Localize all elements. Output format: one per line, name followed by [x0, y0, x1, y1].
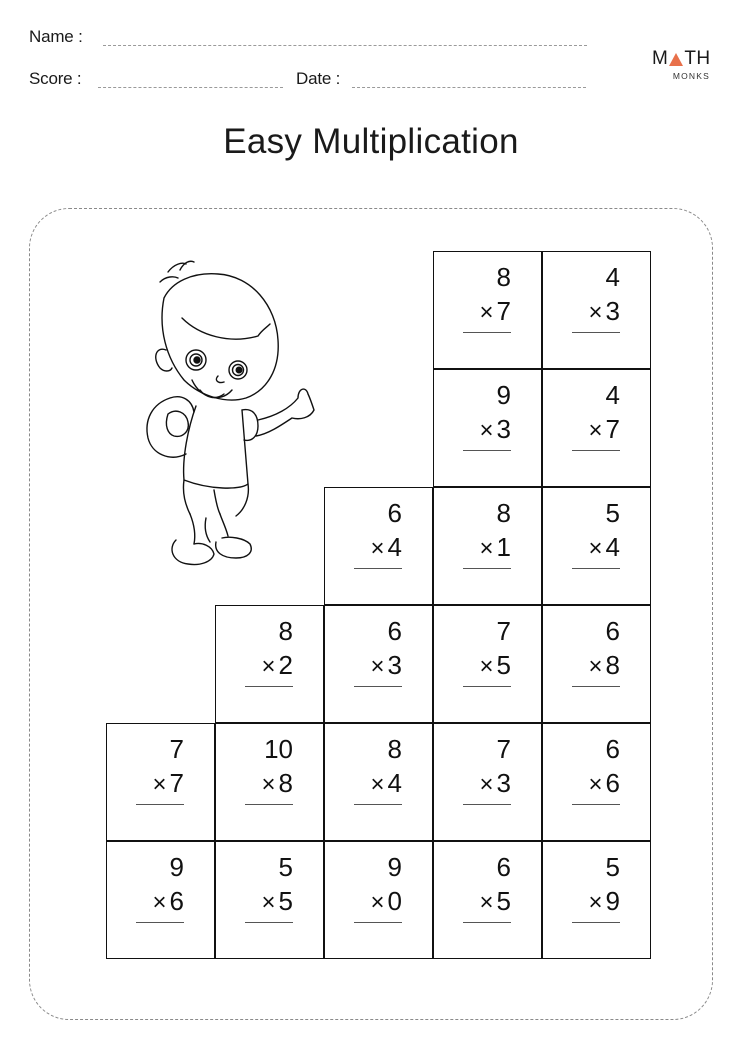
boy-illustration [130, 258, 325, 573]
multiplicand: 8 [496, 498, 511, 528]
problem-cell [542, 487, 651, 605]
problem-cell [324, 605, 433, 723]
multiplier-line [262, 768, 293, 800]
multiplier-line [153, 768, 184, 800]
answer-line[interactable] [572, 804, 620, 805]
multiplier-line [153, 886, 184, 918]
multiplier: 4 [387, 532, 402, 562]
answer-line[interactable] [354, 568, 402, 569]
multiplier-line [480, 886, 511, 918]
multiplicand: 7 [496, 616, 511, 646]
times-icon: × [479, 417, 494, 444]
problem-cell [106, 723, 215, 841]
answer-line[interactable] [245, 804, 293, 805]
triangle-icon [669, 53, 683, 66]
answer-line[interactable] [354, 686, 402, 687]
multiplicand: 4 [605, 380, 620, 410]
multiplicand: 6 [387, 498, 402, 528]
multiplier-line [589, 886, 620, 918]
problem-cell [433, 487, 542, 605]
multiplier: 7 [496, 296, 511, 326]
answer-line[interactable] [572, 686, 620, 687]
answer-line[interactable] [136, 922, 184, 923]
multiplier-line [480, 768, 511, 800]
answer-line[interactable] [245, 686, 293, 687]
problem-cell [433, 723, 542, 841]
problem-cell [542, 841, 651, 959]
logo-text-th: TH [684, 48, 711, 69]
multiplier: 4 [605, 532, 620, 562]
problem-cell [542, 369, 651, 487]
multiplier: 5 [496, 650, 511, 680]
multiplier: 3 [496, 768, 511, 798]
answer-line[interactable] [463, 450, 511, 451]
answer-line[interactable] [136, 804, 184, 805]
problem-cell [106, 841, 215, 959]
times-icon: × [588, 889, 603, 916]
date-field[interactable] [352, 87, 586, 88]
multiplier-line [480, 532, 511, 564]
answer-line[interactable] [463, 568, 511, 569]
answer-line[interactable] [572, 450, 620, 451]
multiplicand: 7 [496, 734, 511, 764]
problem-cell [433, 841, 542, 959]
answer-line[interactable] [463, 922, 511, 923]
multiplier: 5 [496, 886, 511, 916]
answer-line[interactable] [463, 804, 511, 805]
multiplier-line [371, 532, 402, 564]
times-icon: × [152, 889, 167, 916]
multiplier: 2 [278, 650, 293, 680]
times-icon: × [261, 889, 276, 916]
multiplier: 6 [169, 886, 184, 916]
multiplier: 3 [387, 650, 402, 680]
problem-cell [215, 605, 324, 723]
multiplier-line [371, 650, 402, 682]
times-icon: × [588, 299, 603, 326]
times-icon: × [479, 535, 494, 562]
answer-line[interactable] [572, 922, 620, 923]
multiplicand: 7 [169, 734, 184, 764]
multiplicand: 4 [605, 262, 620, 292]
multiplicand: 6 [387, 616, 402, 646]
multiplier: 0 [387, 886, 402, 916]
times-icon: × [588, 535, 603, 562]
multiplier: 4 [387, 768, 402, 798]
multiplier-line [589, 650, 620, 682]
logo-text-m: M [652, 48, 669, 69]
problem-cell [542, 605, 651, 723]
multiplier: 3 [496, 414, 511, 444]
times-icon: × [479, 771, 494, 798]
times-icon: × [479, 653, 494, 680]
problem-cell [542, 251, 651, 369]
answer-line[interactable] [572, 568, 620, 569]
multiplier-line [589, 414, 620, 446]
times-icon: × [261, 653, 276, 680]
times-icon: × [370, 889, 385, 916]
multiplier: 9 [605, 886, 620, 916]
multiplicand: 8 [387, 734, 402, 764]
multiplier: 3 [605, 296, 620, 326]
multiplier-line [262, 886, 293, 918]
multiplier: 7 [169, 768, 184, 798]
answer-line[interactable] [354, 922, 402, 923]
multiplicand: 5 [605, 852, 620, 882]
problem-cell [433, 369, 542, 487]
multiplicand: 6 [496, 852, 511, 882]
name-field[interactable] [103, 45, 587, 46]
times-icon: × [588, 417, 603, 444]
multiplicand: 8 [496, 262, 511, 292]
multiplicand: 8 [278, 616, 293, 646]
multiplier-line [371, 768, 402, 800]
multiplier: 8 [605, 650, 620, 680]
times-icon: × [370, 535, 385, 562]
multiplier: 6 [605, 768, 620, 798]
problem-cell [542, 723, 651, 841]
times-icon: × [261, 771, 276, 798]
problem-cell [324, 841, 433, 959]
problem-cell [324, 723, 433, 841]
times-icon: × [588, 653, 603, 680]
multiplier: 8 [278, 768, 293, 798]
problem-cell [215, 841, 324, 959]
name-label: Name : [29, 27, 83, 46]
multiplier-line [480, 650, 511, 682]
page-title: Easy Multiplication [223, 122, 519, 161]
problem-cell [433, 605, 542, 723]
date-label: Date : [296, 69, 341, 88]
math-monks-logo [652, 50, 714, 81]
answer-line[interactable] [463, 332, 511, 333]
multiplicand: 9 [387, 852, 402, 882]
multiplicand: 9 [496, 380, 511, 410]
multiplier: 7 [605, 414, 620, 444]
score-field[interactable] [98, 87, 283, 88]
multiplier-line [262, 650, 293, 682]
multiplicand: 9 [169, 852, 184, 882]
score-label: Score : [29, 69, 82, 88]
multiplier: 5 [278, 886, 293, 916]
multiplier: 1 [496, 532, 511, 562]
multiplier-line [480, 296, 511, 328]
problem-cell [324, 487, 433, 605]
times-icon: × [479, 889, 494, 916]
logo-subtext: MONKS [672, 71, 710, 81]
multiplier-line [589, 532, 620, 564]
answer-line[interactable] [463, 686, 511, 687]
times-icon: × [152, 771, 167, 798]
answer-line[interactable] [245, 922, 293, 923]
answer-line[interactable] [354, 804, 402, 805]
problem-cell [433, 251, 542, 369]
answer-line[interactable] [572, 332, 620, 333]
problem-cell [215, 723, 324, 841]
multiplicand: 10 [264, 734, 293, 764]
multiplier-line [371, 886, 402, 918]
multiplicand: 6 [605, 734, 620, 764]
times-icon: × [370, 771, 385, 798]
multiplicand: 5 [278, 852, 293, 882]
multiplicand: 5 [605, 498, 620, 528]
times-icon: × [588, 771, 603, 798]
multiplier-line [589, 296, 620, 328]
times-icon: × [370, 653, 385, 680]
multiplier-line [480, 414, 511, 446]
multiplier-line [589, 768, 620, 800]
times-icon: × [479, 299, 494, 326]
multiplicand: 6 [605, 616, 620, 646]
